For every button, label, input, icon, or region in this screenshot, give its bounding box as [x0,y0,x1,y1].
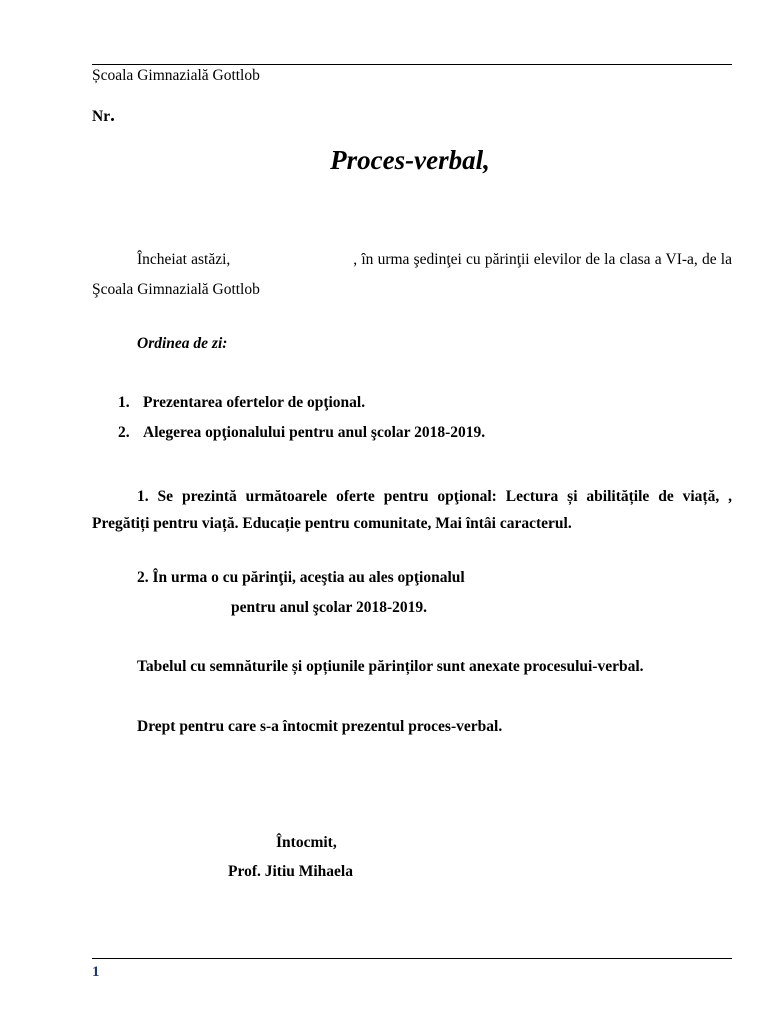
agenda-item-text: Prezentarea ofertelor de opţional. [143,394,366,411]
decision-line: 2. În urma o cu părinţii, aceştia au ales opţionalul [137,569,465,586]
intro-paragraph [92,245,732,305]
document-number [92,106,115,127]
document-number-dot: . [110,105,115,126]
header-rule [92,64,732,65]
agenda-heading: Ordinea de zi: [137,335,228,352]
decision-year-line: pentru anul şcolar 2018-2019. [231,599,428,616]
footer-rule [92,958,732,959]
document-number-label: Nr [92,108,111,125]
agenda-item-number: 1. [118,394,130,411]
annex-note: Tabelul cu semnăturile și opțiunile părinților sunt anexate procesului-verbal. [137,658,644,675]
document-title: Proces-verbal, [330,145,490,175]
signature-name: Prof. Jitiu Mihaela [228,863,353,880]
agenda-item-text: Alegerea opţionalului pentru anul şcolar 2018-2019. [143,424,486,441]
signature-label: Întocmit, [276,834,337,851]
page-number: 1 [92,964,100,980]
agenda-item-number: 2. [118,424,130,441]
school-name: Școala Gimnazială Gottlob [92,67,260,84]
intro-text-before: Încheiat astăzi, [137,251,231,268]
intro-text-after: , în urma şedinţei cu părinţii elevilor de la clasa a VI-a, de la Şcoala Gimnazială Gottlob [92,251,732,298]
closing-statement: Drept pentru care s-a întocmit prezentul proces-verbal. [137,718,503,735]
offers-paragraph: 1. Se prezintă următoarele oferte pentru opţional: Lectura și abilitățile de viață, , Pregătiți pentru viață. Educație pentru comunitate, Mai întâi caracterul. [92,488,732,532]
